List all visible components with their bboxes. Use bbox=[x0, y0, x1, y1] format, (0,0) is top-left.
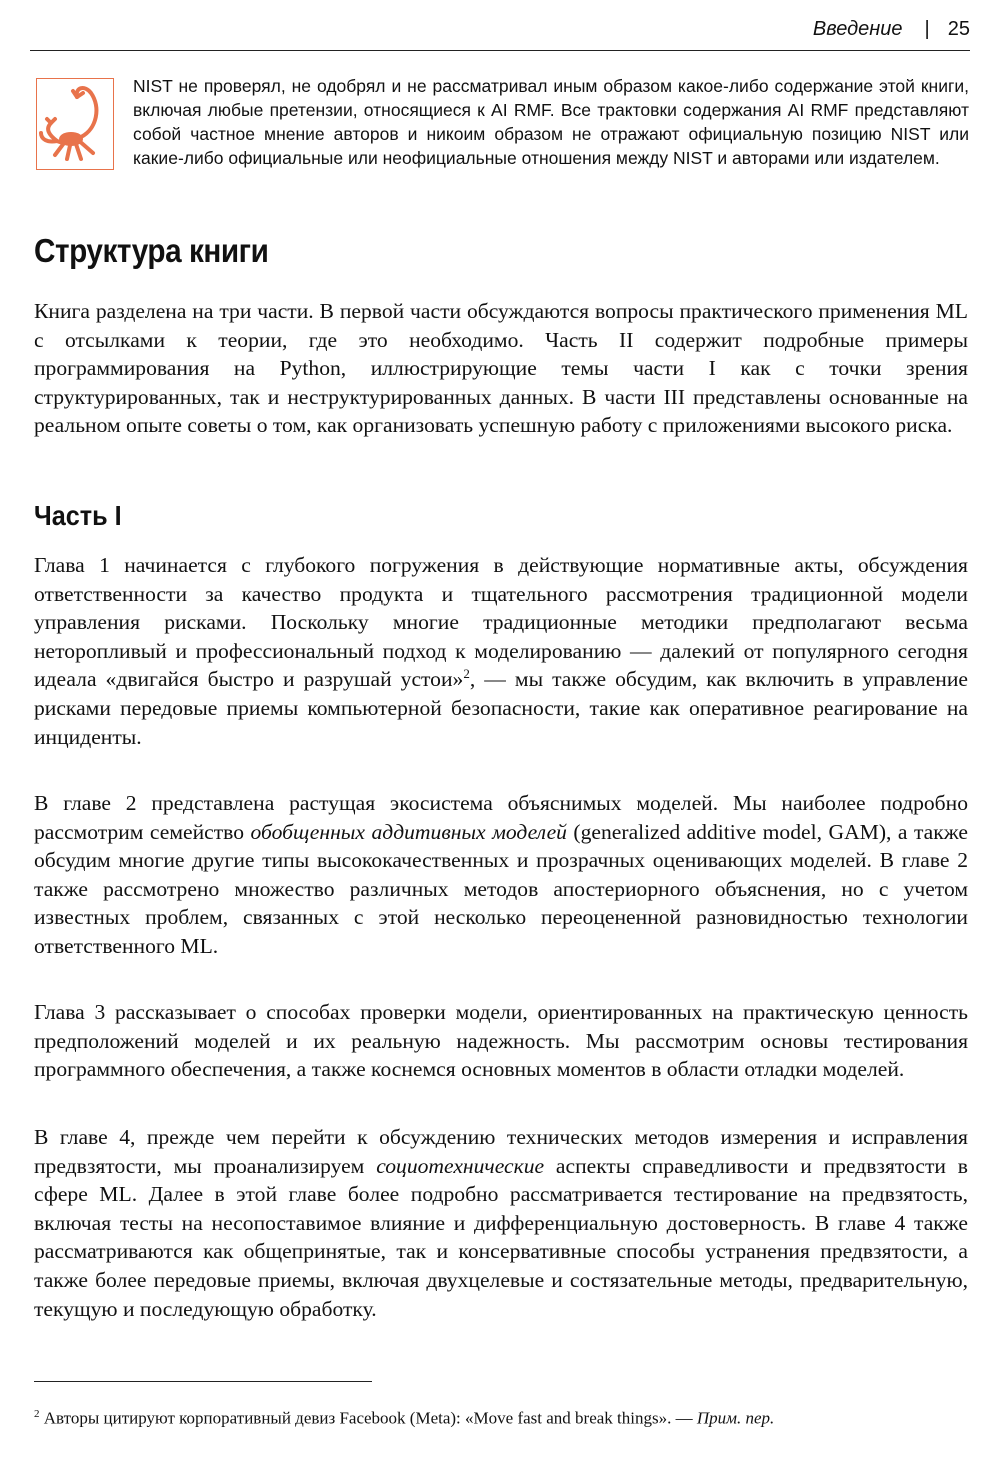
footnote bbox=[34, 1403, 968, 1430]
gam-term: обобщенных аддитивных моделей bbox=[250, 819, 567, 844]
running-head-section: Введение bbox=[812, 18, 903, 40]
warning-note bbox=[36, 74, 970, 204]
chapter1-text: Глава 1 начинается с глубокого погружения в действующие нормативные акты, обсуждения ответственности за качество продукта и тщательного рассмотрения традиционной модели управления рисками. Поскольку многие традиционные методики предполагают весьма неторопливый и профессиональный подход к моделированию — далекий от популярного сегодня идеала «двигайся быстро и разрушай устои» bbox=[34, 553, 968, 692]
part-title: Часть I bbox=[34, 500, 122, 531]
running-head-separator: | bbox=[924, 18, 930, 40]
chapter1-paragraph bbox=[34, 551, 968, 751]
footnote-number: 2 bbox=[34, 1408, 40, 1420]
footnote-ref[interactable]: 2 bbox=[463, 666, 470, 682]
chapter2-paragraph bbox=[34, 789, 968, 961]
warning-text: NIST не проверял, не одобрял и не рассматривал иным образом какое-либо содержание этой книги, включая любые претензии, относящиеся к AI RMF. Все трактовки содержания AI RMF представляют собой частное мнение авторов и никоим образом не отражают официальную позицию NIST или какие-либо официальные или неофициальные отношения между NIST и авторами или издателем. bbox=[133, 76, 969, 168]
chapter2-text-end: (generalized additive model, GAM), а также обсудим многие другие типы высококачественных и прозрачных оценивающих моделей. В главе 2 также рассмотрено множество различных методов апостериорного объяснения, но с учетом известных проблем, связанных с этой несколько переоцененной разновидностью технологии ответственного ML. bbox=[34, 819, 968, 958]
footnote-text: Авторы цитируют корпоративный девиз Facebook (Meta): «Move fast and break things». — bbox=[39, 1408, 697, 1428]
chapter1-text-end: , — мы также обсудим, как включить в управление рисками передовые приемы компьютерной безопасности, такие как оперативное реагирование на инциденты. bbox=[34, 667, 968, 749]
page-number: 25 bbox=[947, 18, 970, 40]
chapter2-text: В главе 2 представлена растущая экосистема объяснимых моделей. Мы наиболее подробно рассмотрим семейство bbox=[34, 791, 968, 844]
running-head bbox=[30, 18, 970, 51]
chapter4-paragraph bbox=[34, 1123, 968, 1323]
intro-paragraph: Книга разделена на три части. В первой части обсуждаются вопросы практического применения ML с отсылками к теории, где это необходимо. Часть II содержит подробные примеры программирования на Python, иллюстрирующие темы части I как с точки зрения структурированных, так и неструктурированных данных. В части III представлены основанные на реальном опыте советы о том, как организовать успешную работу с приложениями высокого риска. bbox=[34, 299, 968, 438]
footnote-translator-note: Прим. пер. bbox=[696, 1408, 775, 1428]
section-title: Структура книги bbox=[34, 232, 269, 269]
chapter3-paragraph: Глава 3 рассказывает о способах проверки модели, ориентированных на практическую ценность предположений моделей и их реальную надежность. Мы рассмотрим основы тестирования программного обеспечения, а также коснемся основных моментов в области отладки моделей. bbox=[34, 1000, 968, 1082]
scorpion-icon bbox=[36, 78, 114, 170]
chapter4-text: В главе 4, прежде чем перейти к обсуждению технических методов измерения и исправления предвзятости, мы проанализируем bbox=[34, 1125, 968, 1178]
sociotechnical-term: социотехнические bbox=[376, 1153, 545, 1178]
footnote-divider bbox=[34, 1381, 372, 1382]
chapter4-text-end: аспекты справедливости и предвзятости в сфере ML. Далее в этой главе более подробно рассматривается тестирование на предвзятость, включая тесты на несопоставимое влияние и дифференциальную достоверность. В главе 4 также рассматриваются как общепринятые, так и консервативные способы устранения предвзятости, а также более передовые приемы, включая двухцелевые и состязательные методы, предварительную, текущую и последующую обработку. bbox=[34, 1153, 968, 1321]
